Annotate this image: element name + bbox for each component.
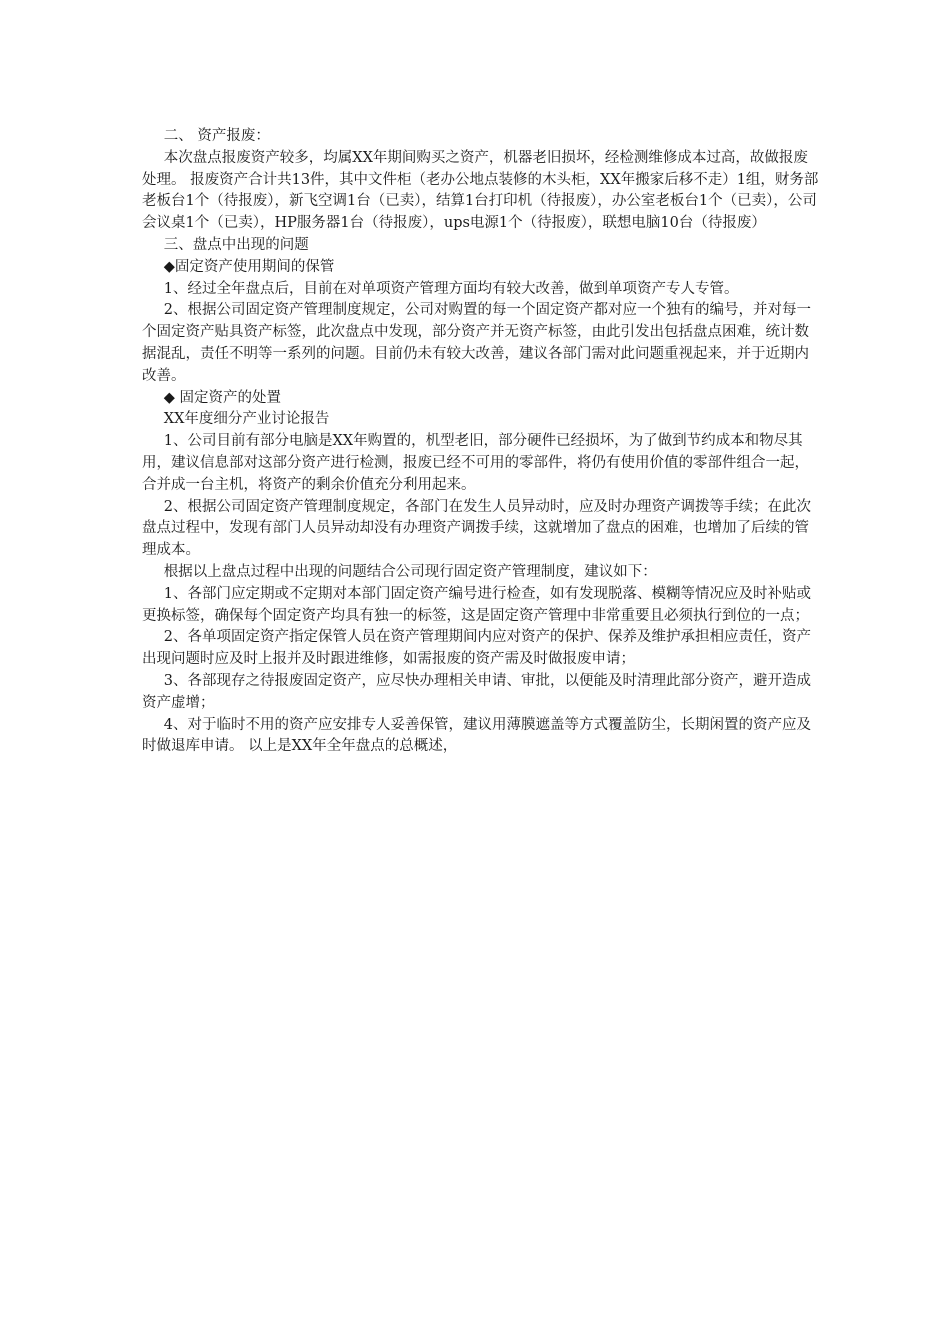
document-body [142,126,822,758]
paragraph-custody-item-1: 1、经过全年盘点后，目前在对单项资产管理方面均有较大改善，做到单项资产专人专管。 [163,280,739,297]
subheading-disposal: ◆ 固定资产的处置 [163,389,282,406]
paragraph-disposal-item-2: 2、根据公司固定资产管理制度规定，各部门在发生人员异动时，应及时办理资产调拨等手续；在此次盘点过程中，发现有部门人员异动却没有办理资产调拨手续，这就增加了盘点的困难，也增加了后续的管理成本。 [142,498,811,559]
paragraph-custody-item-2: 2、根据公司固定资产管理制度规定，公司对购置的每一个固定资产都对应一个独有的编号，并对每一个固定资产贴具资产标签，此次盘点中发现，部分资产并无资产标签，由此引发出包括盘点困难，统计数据混乱，责任不明等一系列的问题。目前仍未有较大改善，建议各部门需对此问题重视起来，并于近期内改善。 [142,302,811,384]
paragraph-report-title: XX年度细分产业讨论报告 [163,411,330,428]
paragraph-suggestion-1: 1、各部门应定期或不定期对本部门固定资产编号进行检查，如有发现脱落、模糊等情况应及时补贴或更换标签，确保每个固定资产均具有独一的标签，这是固定资产管理中非常重要且必须执行到位的一点； [142,585,811,624]
section-heading-asset-scrapping: 二、 资产报废： [163,128,270,144]
paragraph-scrapping-details: 本次盘点报废资产较多，均属XX年期间购买之资产，机器老旧损坏，经检测维修成本过高，故做报废处理。 报废资产合计共13件，其中文件柜（老办公地点装修的木头柜，XX年搬家后移不走）1组，财务部老板台1个（待报废），新飞空调1台（已卖），结算1台打印机（待报废），办公室老板台1个（已卖），公司会议桌1个（已卖），HP服务器1台（待报废），ups电源1个（待报废），联想电脑10台（待报废） [142,149,819,232]
paragraph-suggestion-2: 2、各单项固定资产指定保管人员在资产管理期间内应对资产的保护、保养及维护承担相应责任，资产出现问题时应及时上报并及时跟进维修，如需报废的资产需及时做报废申请； [142,629,811,668]
paragraph-disposal-item-1: 1、公司目前有部分电脑是XX年购置的，机型老旧，部分硬件已经损坏，为了做到节约成本和物尽其用，建议信息部对这部分资产进行检测，报废已经不可用的零部件，将仍有使用价值的零部件组合一起，合并成一台主机，将资产的剩余价值充分利用起来。 [142,433,809,493]
paragraph-suggestions-intro: 根据以上盘点过程中出现的问题结合公司现行固定资产管理制度，建议如下： [163,563,657,580]
paragraph-suggestion-4: 4、对于临时不用的资产应安排专人妥善保管，建议用薄膜遮盖等方式覆盖防尘，长期闲置的资产应及时做退库申请。 以上是XX年全年盘点的总概述， [142,716,811,755]
subheading-custody: ◆固定资产使用期间的保管 [163,258,335,275]
paragraph-suggestion-3: 3、各部现存之待报废固定资产，应尽快办理相关申请、审批，以便能及时清理此部分资产，避开造成资产虚增； [142,672,811,711]
section-heading-inventory-issues: 三、盘点中出现的问题 [163,236,309,253]
